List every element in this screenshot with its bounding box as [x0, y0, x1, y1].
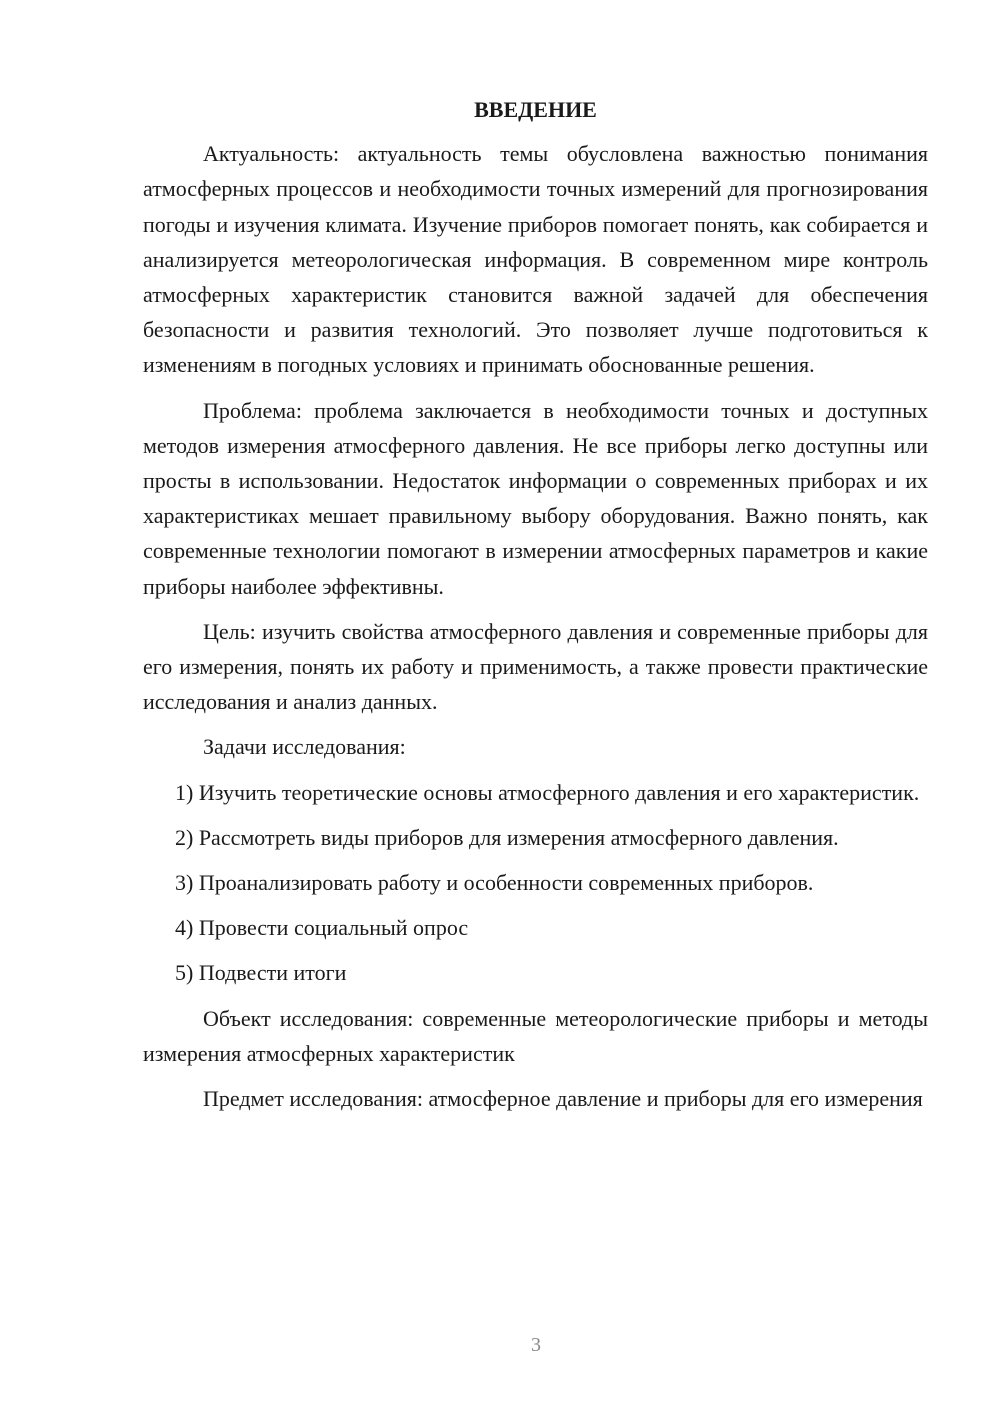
task-item: 1) Изучить теоретические основы атмосферного давления и его характеристик. — [175, 779, 920, 805]
subject-paragraph: Предмет исследования: атмосферное давление и приборы для его измерения — [203, 1086, 923, 1112]
page-number: 3 — [531, 1334, 541, 1356]
task-item: 3) Проанализировать работу и особенности современных приборов. — [175, 870, 814, 896]
task-item: 2) Рассмотреть виды приборов для измерения атмосферного давления. — [175, 824, 839, 850]
page-title: ВВЕДЕНИЕ — [474, 97, 597, 122]
relevance-paragraph: Актуальность: актуальность темы обусловлена важностью понимания атмосферных процессов и необходимости точных измерений для прогнозирования погоды и изучения климата. Изучение приборов помогает понять, как собирается и анализируется метеорологическая информация. В современном мире контроль атмосферных характеристик становится важной задачей для обеспечения безопасности и развития технологий. Это позволяет лучше подготовиться к изменениям в погодных условиях и принимать обоснованные решения. — [143, 141, 928, 378]
object-paragraph: Объект исследования: современные метеорологические приборы и методы измерения атмосферных характеристик — [143, 1005, 928, 1066]
task-item: 5) Подвести итоги — [175, 960, 347, 986]
page-content — [143, 92, 928, 1126]
tasks-heading: Задачи исследования: — [203, 734, 406, 760]
goal-paragraph: Цель: изучить свойства атмосферного давления и современные приборы для его измерения, понять их работу и применимость, а также провести практические исследования и анализ данных. — [143, 618, 928, 715]
problem-paragraph: Проблема: проблема заключается в необходимости точных и доступных методов измерения атмосферного давления. Не все приборы легко доступны или просты в использовании. Недостаток информации о современных приборах и их характеристиках мешает правильному выбору оборудования. Важно понять, как современные технологии помогают в измерении атмосферных параметров и какие приборы наиболее эффективны. — [143, 397, 928, 599]
task-item: 4) Провести социальный опрос — [175, 915, 469, 941]
